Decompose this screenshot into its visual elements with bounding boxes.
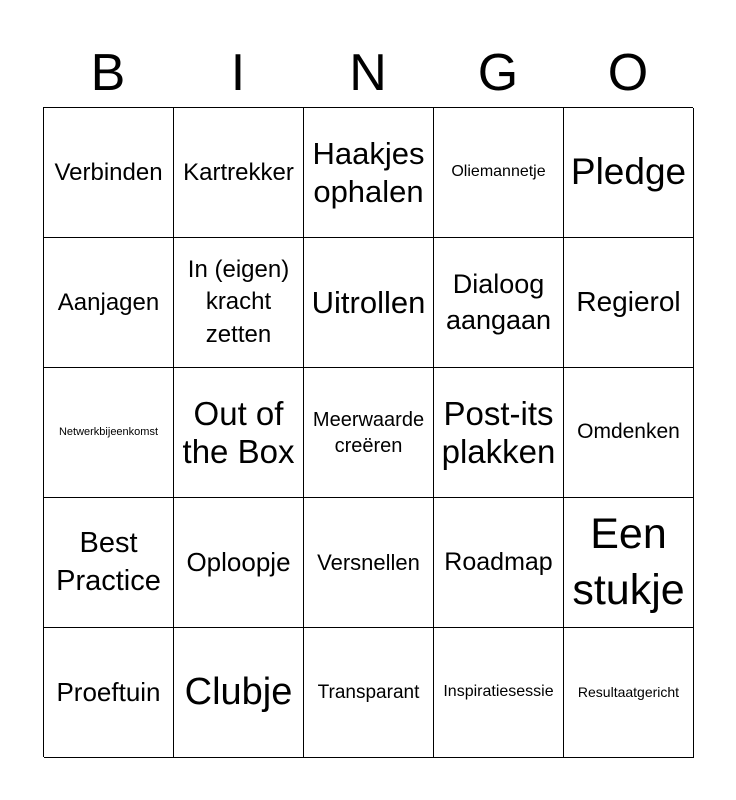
cell-text: Dialoog aangaan <box>445 269 552 335</box>
cell-text: Meerwaarde creëren <box>312 408 425 457</box>
bingo-cell-r3c5[interactable] <box>564 368 694 498</box>
cell-text: Inspiratiesessie <box>443 683 554 701</box>
bingo-cell-r4c1[interactable] <box>44 498 174 628</box>
header-letter-i: I <box>230 44 246 102</box>
bingo-cell-r1c4[interactable] <box>434 108 564 238</box>
bingo-cell-r2c1[interactable] <box>44 238 174 368</box>
cell-text: Oliemannetje <box>451 163 546 181</box>
cell-text: Netwerkbijeenkomst <box>58 426 159 439</box>
cell-text: In (eigen) kracht zetten <box>187 255 290 348</box>
cell-text: Roadmap <box>444 548 553 577</box>
cell-text: Haakjes ophalen <box>312 136 425 209</box>
cell-text: Uitrollen <box>311 284 426 320</box>
bingo-cell-r2c5[interactable] <box>564 238 694 368</box>
bingo-cell-r5c3[interactable] <box>304 628 434 758</box>
bingo-cell-r2c2[interactable] <box>174 238 304 368</box>
bingo-cell-r2c3[interactable] <box>304 238 434 368</box>
cell-text: Versnellen <box>317 549 420 575</box>
bingo-cell-r3c2[interactable] <box>174 368 304 498</box>
cell-text: Pledge <box>570 151 687 193</box>
cell-text: Out of the Box <box>182 394 295 470</box>
cell-text: Proeftuin <box>56 676 161 707</box>
cell-text: Transparant <box>317 681 420 703</box>
bingo-cell-r4c4[interactable] <box>434 498 564 628</box>
cell-text: Aanjagen <box>57 288 160 316</box>
bingo-cell-r1c3[interactable] <box>304 108 434 238</box>
bingo-cell-r3c4[interactable] <box>434 368 564 498</box>
cell-text: Regierol <box>576 286 681 318</box>
cell-text: Kartrekker <box>183 158 294 186</box>
bingo-cell-r1c1[interactable] <box>44 108 174 238</box>
cell-text: Post-its plakken <box>441 394 556 470</box>
cell-text: Verbinden <box>54 158 163 186</box>
bingo-cell-r5c5[interactable] <box>564 628 694 758</box>
bingo-cell-r3c3[interactable] <box>304 368 434 498</box>
cell-text: Clubje <box>184 670 293 713</box>
cell-text: Een stukje <box>572 510 685 614</box>
header-letter-o: O <box>607 44 649 102</box>
bingo-cell-r2c4[interactable] <box>434 238 564 368</box>
cell-text: Resultaatgericht <box>577 684 680 701</box>
bingo-cell-r5c4[interactable] <box>434 628 564 758</box>
header-letter-g: G <box>477 44 519 102</box>
bingo-cell-r5c1[interactable] <box>44 628 174 758</box>
bingo-cell-r5c2[interactable] <box>174 628 304 758</box>
header-letter-b: B <box>90 44 126 102</box>
bingo-cell-r1c2[interactable] <box>174 108 304 238</box>
cell-text: Omdenken <box>577 420 680 444</box>
bingo-cell-r3c1[interactable] <box>44 368 174 498</box>
bingo-cell-r4c5[interactable] <box>564 498 694 628</box>
bingo-cell-r4c3[interactable] <box>304 498 434 628</box>
header-letter-n: N <box>349 44 387 102</box>
bingo-cell-r4c2[interactable] <box>174 498 304 628</box>
cell-text: Best Practice <box>56 526 161 597</box>
cell-text: Oploopje <box>186 546 291 577</box>
bingo-board <box>43 107 693 757</box>
bingo-cell-r1c5[interactable] <box>564 108 694 238</box>
bingo-header <box>43 40 693 106</box>
